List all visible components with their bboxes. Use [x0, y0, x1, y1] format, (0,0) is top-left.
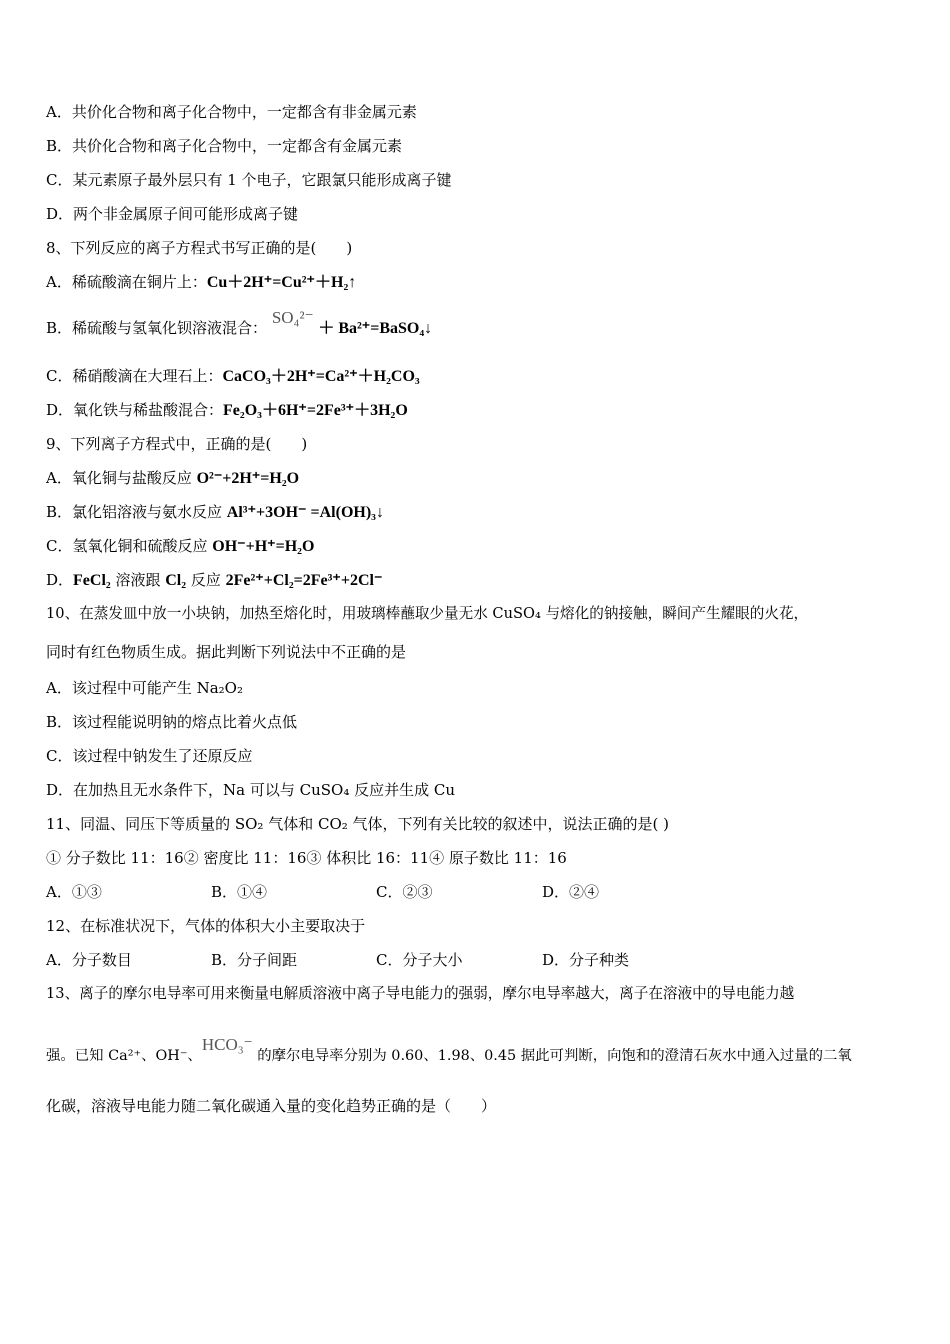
text: 的摩尔电导率分别为 0.60、1.98、0.45 据此可判断，向饱和的澄清石灰水中通入过量的二氧 [252, 1048, 852, 1064]
equation: Fe₂O₃＋6H⁺=2Fe³⁺＋3H₂O [223, 402, 408, 419]
q7-option-d: D．两个非金属原子间可能形成离子键 [46, 205, 299, 223]
q10-stem-line1: 10、在蒸发皿中放一小块钠，加热至熔化时，用玻璃棒蘸取少量无水 CuSO₄ 与熔化的钠接触，瞬间产生耀眼的火花， [46, 605, 809, 622]
q11-option-a: A．①③ [46, 883, 102, 901]
equation: OH⁻+H⁺=H₂O [212, 538, 315, 555]
label: A．稀硫酸滴在铜片上： [46, 273, 207, 291]
equation: 2Fe²⁺+Cl₂=2Fe³⁺+2Cl⁻ [225, 572, 383, 589]
q10-option-b: B．该过程能说明钠的熔点比着火点低 [46, 713, 298, 731]
q9-option-a [46, 468, 299, 489]
equation: ＋ Ba²⁺=BaSO₄↓ [318, 320, 433, 337]
equation: O²⁻+2H⁺=H₂O [196, 470, 300, 487]
bicarbonate-ion: HCO₃⁻ [201, 1035, 253, 1054]
q13-stem-line1: 13、离子的摩尔电导率可用来衡量电解质溶液中离子导电能力的强弱，摩尔电导率越大，离子在溶液中的导电能力越 [46, 985, 795, 1002]
q11-option-b: B．①④ [211, 883, 268, 901]
q11-items: ① 分子数比 11：16② 密度比 11：16③ 体积比 16：11④ 原子数比 11：16 [46, 849, 567, 867]
equation: CaCO₃＋2H⁺=Ca²⁺＋H₂CO₃ [222, 368, 420, 385]
q8-option-a [46, 272, 356, 293]
q13-stem-line2 [46, 1035, 852, 1066]
q11-option-c: C．②③ [376, 883, 433, 901]
q12-option-a: A．分子数目 [46, 951, 132, 969]
label: B．氯化铝溶液与氨水反应 [46, 503, 227, 521]
q7-option-b: B．共价化合物和离子化合物中，一定都含有金属元素 [46, 137, 403, 155]
label: D．氧化铁与稀盐酸混合： [46, 401, 224, 419]
q10-option-c: C．该过程中钠发生了还原反应 [46, 747, 253, 765]
q12-option-b: B．分子间距 [211, 951, 298, 969]
q10-stem-line2: 同时有红色物质生成。据此判断下列说法中不正确的是 [46, 643, 407, 661]
text: 溶液跟 [110, 571, 166, 589]
q8-option-b [46, 308, 433, 339]
sulfate-ion: SO₄²⁻ [271, 308, 314, 327]
formula: FeCl₂ [73, 572, 111, 589]
label: B．稀硫酸与氢氧化钡溶液混合： [46, 319, 268, 337]
equation: Al³⁺+3OH⁻ =Al(OH)₃↓ [226, 504, 384, 521]
q9-option-b [46, 502, 384, 523]
formula: Cl₂ [165, 572, 187, 589]
label: C．氢氧化铜和硫酸反应 [46, 537, 213, 555]
q7-option-c: C．某元素原子最外层只有 1 个电子，它跟氯只能形成离子键 [46, 171, 452, 189]
q8-stem: 8、下列反应的离子方程式书写正确的是( ) [46, 239, 353, 257]
q10-option-a: A．该过程中可能产生 Na₂O₂ [46, 679, 243, 697]
q11-stem: 11、同温、同压下等质量的 SO₂ 气体和 CO₂ 气体，下列有关比较的叙述中，说法正确的是( ) [46, 815, 670, 833]
label: C．稀硝酸滴在大理石上： [46, 367, 223, 385]
q9-stem: 9、下列离子方程式中，正确的是( ) [46, 435, 308, 453]
q10-option-d: D．在加热且无水条件下，Na 可以与 CuSO₄ 反应并生成 Cu [46, 781, 456, 799]
q8-option-c [46, 366, 420, 387]
label: A．氧化铜与盐酸反应 [46, 469, 197, 487]
label: D． [46, 571, 74, 589]
q7-option-a: A．共价化合物和离子化合物中，一定都含有非金属元素 [46, 103, 417, 121]
q13-stem-line3: 化碳，溶液导电能力随二氧化碳通入量的变化趋势正确的是（ ） [46, 1097, 497, 1115]
equation: Cu＋2H⁺=Cu²⁺＋H₂↑ [206, 274, 357, 291]
text: 反应 [186, 571, 226, 589]
q9-option-d [46, 570, 382, 591]
q12-option-d: D．分子种类 [542, 951, 630, 969]
text: 强。已知 Ca²⁺、OH⁻、 [46, 1048, 202, 1064]
q8-option-d [46, 400, 408, 421]
q9-option-c [46, 536, 314, 557]
q12-stem: 12、在标准状况下，气体的体积大小主要取决于 [46, 917, 366, 935]
q12-option-c: C．分子大小 [376, 951, 463, 969]
q11-option-d: D．②④ [542, 883, 600, 901]
